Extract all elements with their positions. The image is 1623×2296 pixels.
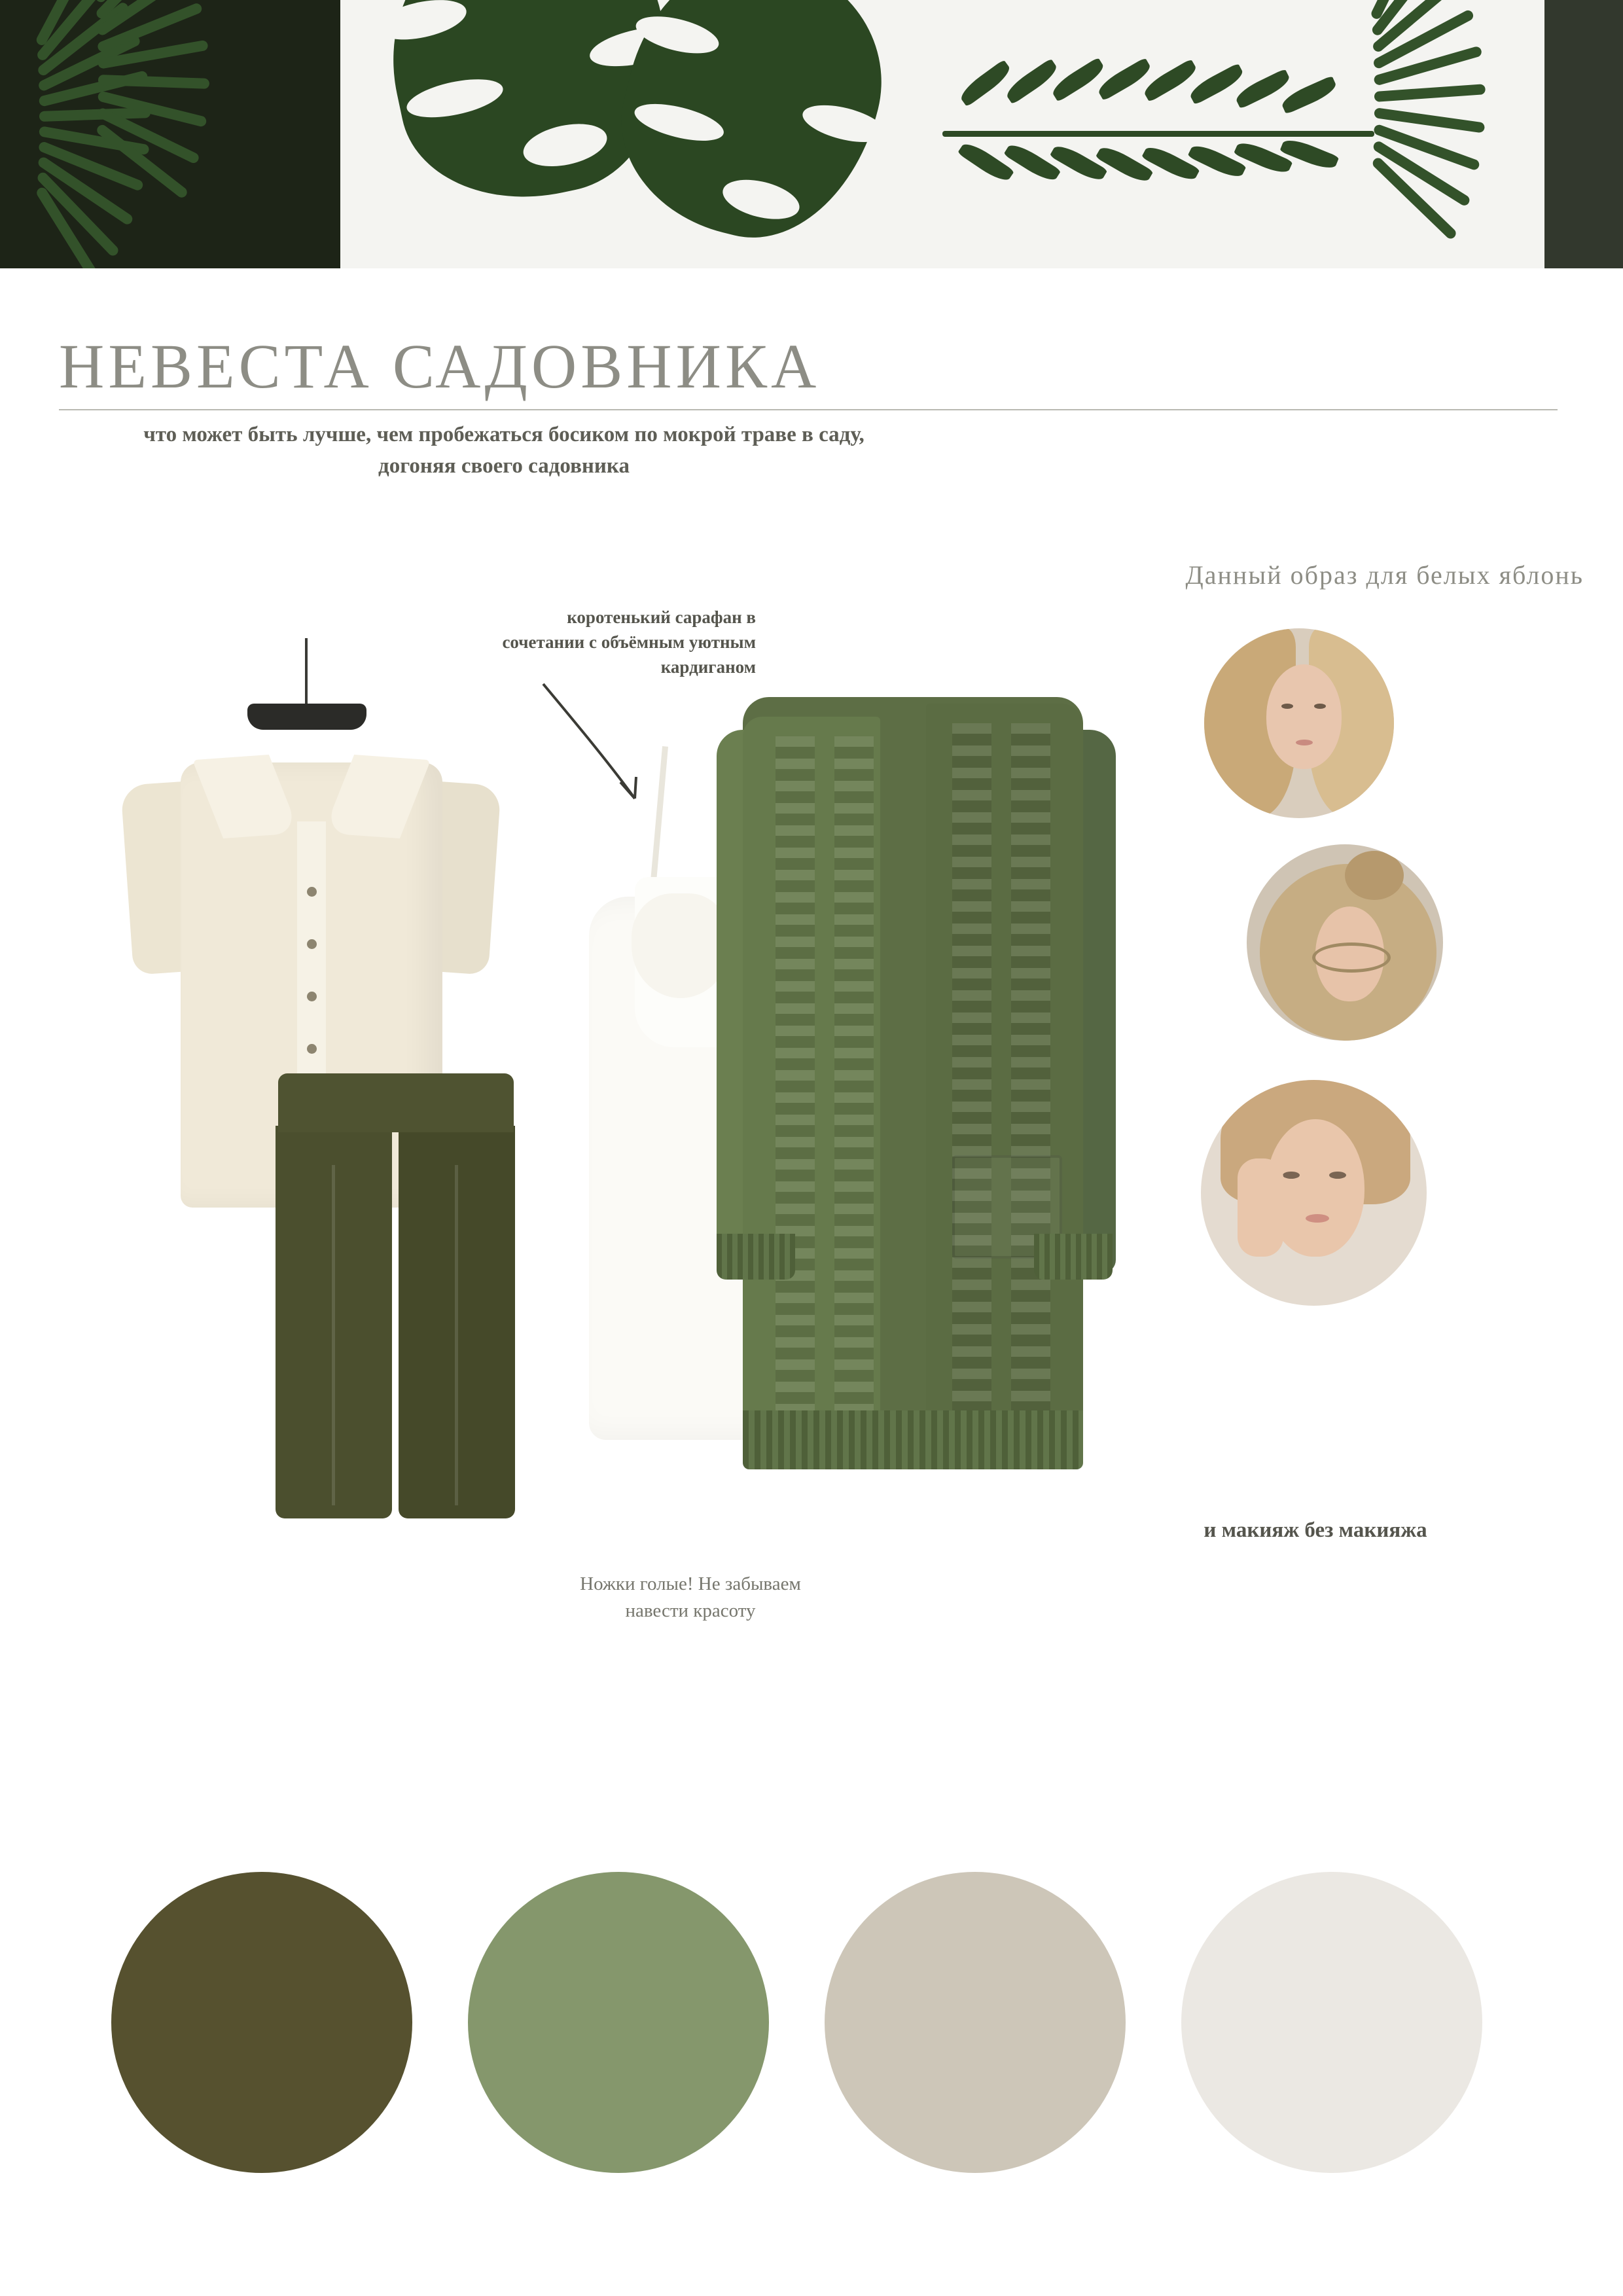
shirt-button (307, 939, 317, 949)
palette-swatch-off-white (1181, 1872, 1482, 2173)
page-title: НЕВЕСТА САДОВНИКА (59, 331, 821, 401)
color-palette (0, 1872, 1623, 2179)
photo-hair-messy-bun (1247, 844, 1443, 1041)
hand-shape (1238, 1158, 1283, 1257)
botanical-banner (0, 0, 1623, 268)
photo-no-makeup-face (1201, 1080, 1427, 1306)
shorts-crease (332, 1165, 335, 1505)
lips (1296, 740, 1313, 745)
monstera-leaf-2 (599, 0, 906, 262)
eye (1329, 1172, 1346, 1179)
banner-dark-corner-right (1544, 0, 1623, 268)
shorts-crease (455, 1165, 458, 1505)
palette-swatch-sage-green (468, 1872, 769, 2173)
palette-swatch-warm-greige (825, 1872, 1126, 2173)
page-subtitle: что может быть лучше, чем пробежаться босиком по мокрой траве в саду, догоняя своего садовника (143, 422, 865, 478)
cardigan-cable-knit (834, 736, 874, 1410)
hanger-hook (305, 638, 308, 704)
eye (1283, 1172, 1300, 1179)
cardigan-cable-knit (952, 723, 991, 1410)
title-block (0, 331, 1623, 482)
legs-note: Ножки голые! Не забываем навести красоту (580, 1573, 801, 1621)
shirt-button (307, 1044, 317, 1054)
right-column-heading: Данный образ для белых яблонь (1185, 560, 1584, 590)
shirt-button (307, 887, 317, 897)
item-olive-shorts (259, 1073, 533, 1525)
hair-bun (1345, 851, 1404, 900)
title-divider (59, 409, 1558, 410)
eye (1281, 704, 1293, 709)
shorts-waistband (278, 1073, 514, 1132)
item-green-cardigan (704, 658, 1122, 1502)
cardigan-cable-knit (776, 736, 815, 1410)
cardigan-front-panel-right (926, 704, 1083, 1456)
makeup-note: и макияж без макияжа (1204, 1518, 1427, 1542)
dress-strap-left (649, 746, 668, 897)
fern-leaf (942, 39, 1400, 236)
cardigan-cuff-left (717, 1234, 795, 1280)
shirt-button (307, 992, 317, 1001)
cardigan-ribbed-hem (743, 1410, 1083, 1469)
glasses-icon (1312, 942, 1391, 973)
cardigan-cuff-right (1034, 1234, 1113, 1280)
palette-swatch-dark-olive (111, 1872, 412, 2173)
callout-note-cardigan: коротенький сарафан в сочетании с объёмным уютным кардиганом (502, 607, 756, 677)
lips (1306, 1214, 1329, 1223)
eye (1314, 704, 1326, 709)
face-shape (1266, 664, 1342, 769)
photo-hair-braids (1204, 628, 1394, 818)
cardigan-cable-knit (1011, 723, 1050, 1410)
